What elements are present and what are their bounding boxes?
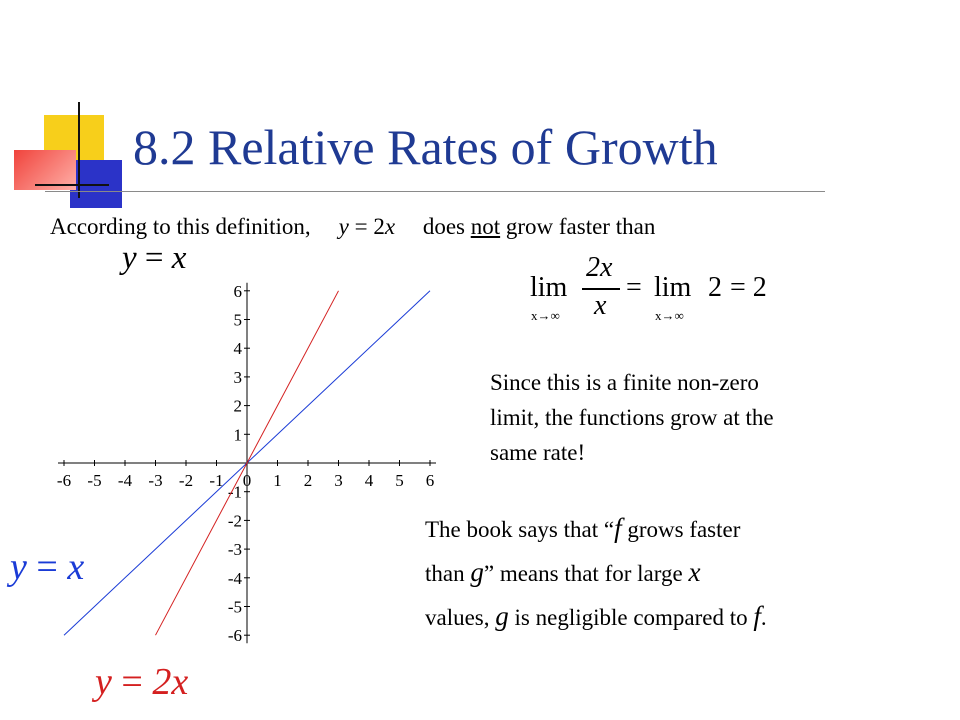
- limit-eq: =: [626, 272, 642, 303]
- intro-formula-op: =: [144, 240, 164, 276]
- intro-formula-rhs: x: [171, 240, 187, 276]
- explanation-line: Since this is a finite non-zero: [490, 370, 759, 395]
- intro-formula: [122, 240, 186, 277]
- intro-middle: does: [422, 214, 471, 239]
- book-note: [425, 507, 945, 639]
- limit-denominator: x: [594, 290, 607, 321]
- limit-subscript: x→∞: [531, 308, 560, 323]
- y-tick-label: -2: [227, 511, 242, 531]
- limit-lim2: lim: [654, 272, 692, 303]
- explanation-line: limit, the functions grow at the: [490, 405, 774, 430]
- y-tick-label: -1: [227, 482, 242, 502]
- x-tick-label: -5: [87, 471, 102, 490]
- explanation-text: [490, 365, 910, 470]
- limit-numerator: 2x: [586, 252, 613, 283]
- y-tick-label: -3: [227, 540, 242, 560]
- y-tick-label: 3: [233, 367, 242, 387]
- intro-equation: [339, 214, 395, 239]
- y-tick-label: 4: [233, 339, 242, 359]
- x-tick-label: -2: [178, 471, 194, 490]
- label-y-equals-2x: y = 2x: [95, 661, 189, 703]
- x-tick-label: -4: [117, 471, 133, 490]
- limit-subscript-2: x→∞: [655, 308, 684, 323]
- intro-sentence: [50, 214, 655, 240]
- x-tick-label: 6: [425, 471, 435, 490]
- slide-title: 8.2 Relative Rates of Growth: [133, 119, 718, 175]
- intro-not: not: [470, 214, 501, 239]
- x-tick-label: 1: [273, 471, 282, 490]
- intro-eq-y: y: [338, 214, 349, 239]
- x-tick-label: 3: [334, 471, 343, 490]
- y-tick-label: 5: [233, 310, 242, 330]
- book-note-line-3: values, g is negligible compared to f.: [425, 601, 767, 631]
- intro-prefix: According to this definition,: [50, 214, 311, 239]
- limit-lim: lim: [530, 272, 568, 303]
- x-tick-label: -6: [56, 471, 72, 490]
- x-tick-label: 5: [395, 471, 404, 490]
- label-y-equals-x: y = x: [10, 546, 85, 588]
- y-tick-label: -6: [227, 626, 242, 646]
- y-tick-label: 2: [233, 396, 242, 416]
- y-tick-label: 1: [233, 425, 242, 445]
- intro-eq-x: x: [384, 214, 396, 239]
- explanation-line: same rate!: [490, 440, 586, 465]
- intro-formula-lhs: y: [122, 240, 137, 276]
- title-divider: [45, 191, 825, 192]
- logo-horizontal-line: [35, 184, 109, 186]
- x-tick-label: 2: [303, 471, 313, 490]
- limit-expression: [530, 254, 790, 326]
- intro-eq-rest: = 2: [348, 214, 385, 239]
- limit-result: = 2: [730, 272, 767, 303]
- x-tick-label: 4: [364, 471, 374, 490]
- x-tick-label: 0: [242, 471, 252, 490]
- y-tick-label: 6: [233, 281, 242, 301]
- x-tick-label: -1: [209, 471, 224, 490]
- y-tick-label: -4: [227, 568, 242, 588]
- book-note-line-2: than g” means that for large x: [425, 557, 701, 587]
- intro-suffix: grow faster than: [500, 214, 656, 239]
- y-tick-label: -5: [227, 597, 242, 617]
- book-note-line-1: The book says that “f grows faster: [425, 513, 741, 543]
- limit-const: 2: [708, 272, 722, 303]
- line-chart: [40, 280, 440, 660]
- x-tick-label: -3: [148, 471, 163, 490]
